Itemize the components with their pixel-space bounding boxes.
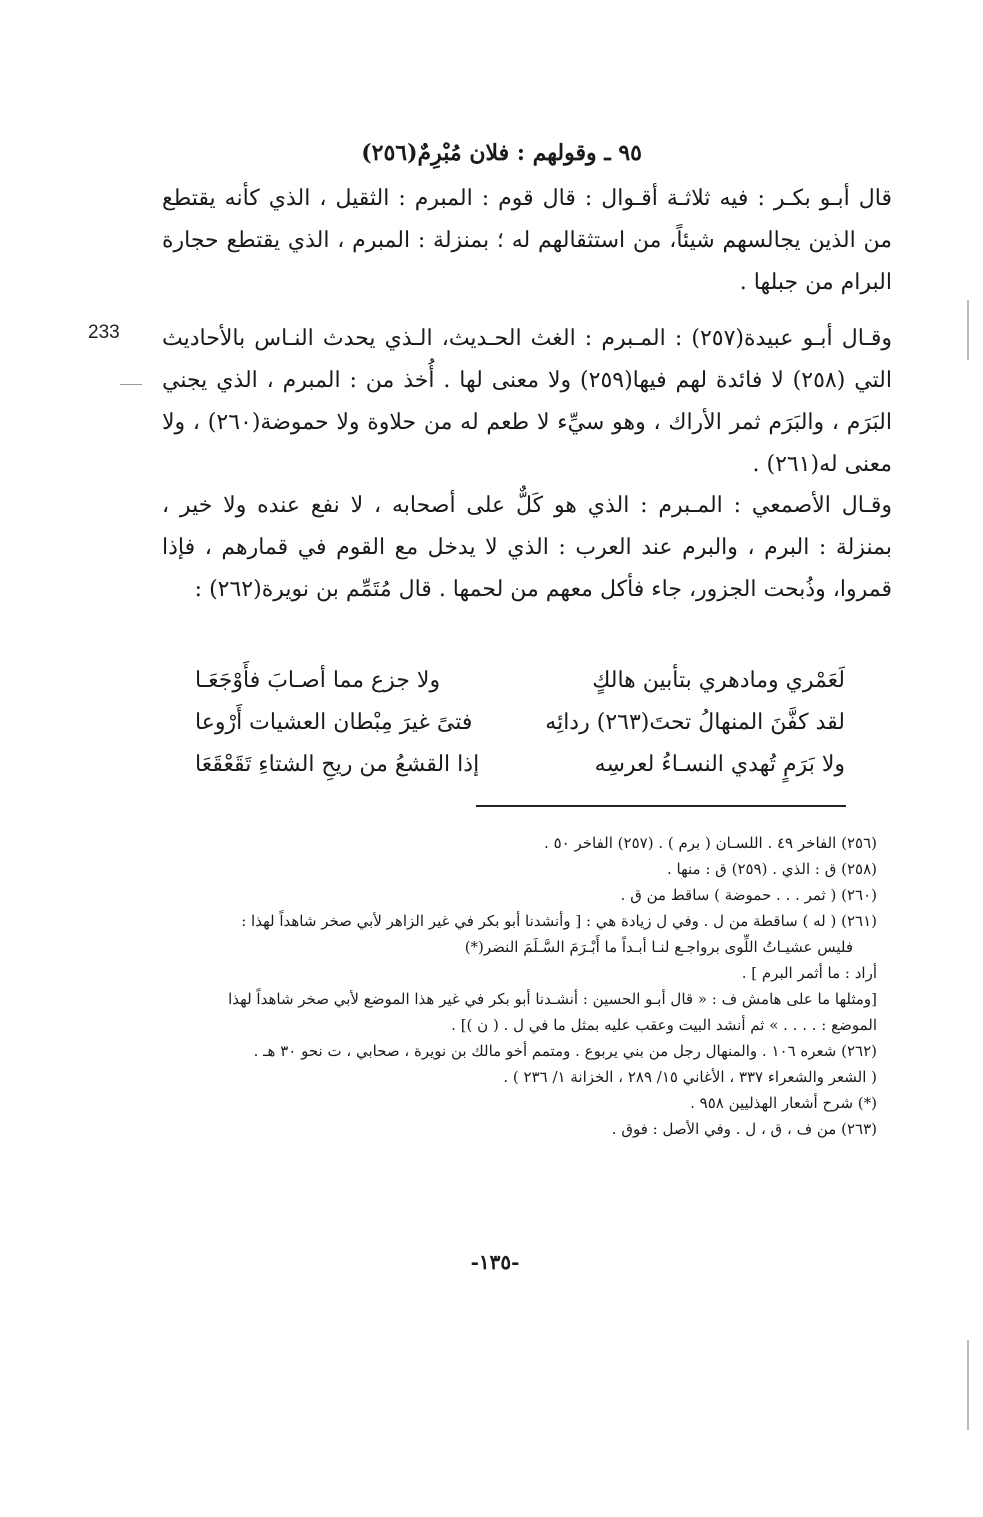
page-number: -١٣٥-: [470, 1250, 520, 1274]
paragraph: وقـال الأصمعي : المـبرم : الذي هو كَلٌّ على أصحابه ، لا نفع عنده ولا خير ، بمنزلة : البرم ، والبرم عند العرب : الذي لا يدخل مع القوم في قمارهم ، فإذا قمروا، وذُبحت الجزور، جاء فأكل معهم من لحمها . قال مُتَمِّم بن نويرة(٢٦٢) :: [162, 493, 892, 602]
section-title: ٩٥ ـ وقولهم : فلان مُبْرِمٌ(٢٥٦): [361, 140, 642, 166]
verse-first-hemistich: لقد كفَّنَ المنهالُ تحتَ(٢٦٣) ردائِه: [545, 710, 845, 735]
verse-first-hemistich: ولا بَرَمٍ تُهدي النسـاءُ لعرسِه: [594, 752, 845, 777]
footnote-poem-line: فليس عشيـاتُ اللِّوى برواجـع لنـا أبـداً ما أَبْـرَمَ السَّـلَمَ النضر(*): [464, 938, 853, 956]
margin-mark: [120, 384, 142, 385]
footnote-line: (٢٦٢) شعره ١٠٦ . والمنهال رجل من بني يربوع . ومتمم أخو مالك بن نويرة ، صحابي ، ت نحو ٣٠ هـ .: [253, 1042, 877, 1060]
footnote-line: (٢٥٦) الفاخر ٤٩ . اللسـان ( برم ) . (٢٥٧) الفاخر ٥٠ .: [544, 834, 877, 852]
footnote-line: (*) شرح أشعار الهذليين ٩٥٨ .: [690, 1094, 877, 1112]
footnote-line: (٢٥٨) ق : الذي . (٢٥٩) ق : منها .: [667, 860, 877, 878]
footnote-separator: [476, 805, 846, 807]
footnote-line: [ومثلها ما على هامش ف : « قال أبـو الحسين : أنشـدنا أبو بكر في غير هذا الموضع لأبي صخر شاهداً لهذا: [228, 990, 877, 1008]
paragraph: وقـال أبـو عبيدة(٢٥٧) : المـبرم : الغث الحـديث، الـذي يحدث النـاس بالأحاديث التي (٢٥٨) لا فائدة لهم فيها(٢٥٩) ولا معنى لها . أُخذ من : المبرم ، الذي يجني البَرَم ، والبَرَم ثمر الأراك ، وهو سيِّء لا طعم له من حلاوة ولا حموضة(٢٦٠) ، ولا معنى له(٢٦١) .: [162, 326, 893, 477]
footnote-line: الموضع : . . . . » ثم أنشد البيت وعقب عليه بمثل ما في ل . ( ن )] .: [451, 1016, 877, 1034]
side-page-number: 233: [88, 322, 120, 343]
verse-first-hemistich: لَعَمْري ومادهري بتأبين هالكٍ: [592, 668, 845, 693]
footnote-line: (٢٦٣) من ف ، ق ، ل . وفي الأصل : فوق .: [611, 1120, 877, 1138]
footnote-line: (٢٦١) ( له ) ساقطة من ل . وفي ل زيادة هي : [ وأنشدنا أبو بكر في غير الزاهر لأبي صخر شاهداً لهذا :: [241, 912, 877, 930]
footnote-line: أراد : ما أثمر البرم ] .: [741, 964, 877, 982]
verse-line: [195, 668, 845, 708]
verse-second-hemistich: إذا القشعُ من ريحِ الشتاءِ تَقَعْقَعَا: [195, 752, 480, 777]
verse-second-hemistich: فتىً غيرَ مِبْطان العشيات أَرْوعا: [195, 710, 473, 735]
footnote-line: ( الشعر والشعراء ٣٣٧ ، الأغاني ١٥/ ٢٨٩ ، الخزانة ١/ ٢٣٦ ) .: [503, 1068, 877, 1086]
verse-line: [195, 710, 845, 750]
paragraph: قال أبـو بكـر : فيه ثلاثـة أقـوال : قال قوم : المبرم : الثقيل ، الذي كأنه يقتطع من الذين يجالسهم شيئاً، من استثقالهم له ؛ بمنزلة : المبرم ، الذي يقتطع حجارة البرام من جبلها .: [162, 186, 892, 295]
footnotes: [182, 830, 877, 1142]
footnote-line: (٢٦٠) ( ثمر . . . حموضة ) ساقط من ق .: [620, 886, 877, 904]
edge-mark: [967, 1340, 969, 1430]
edge-mark: [967, 300, 969, 360]
verse-line: [195, 752, 845, 792]
verse-second-hemistich: ولا جزع مما أصـابَ فأَوْجَعَـا: [195, 668, 441, 693]
